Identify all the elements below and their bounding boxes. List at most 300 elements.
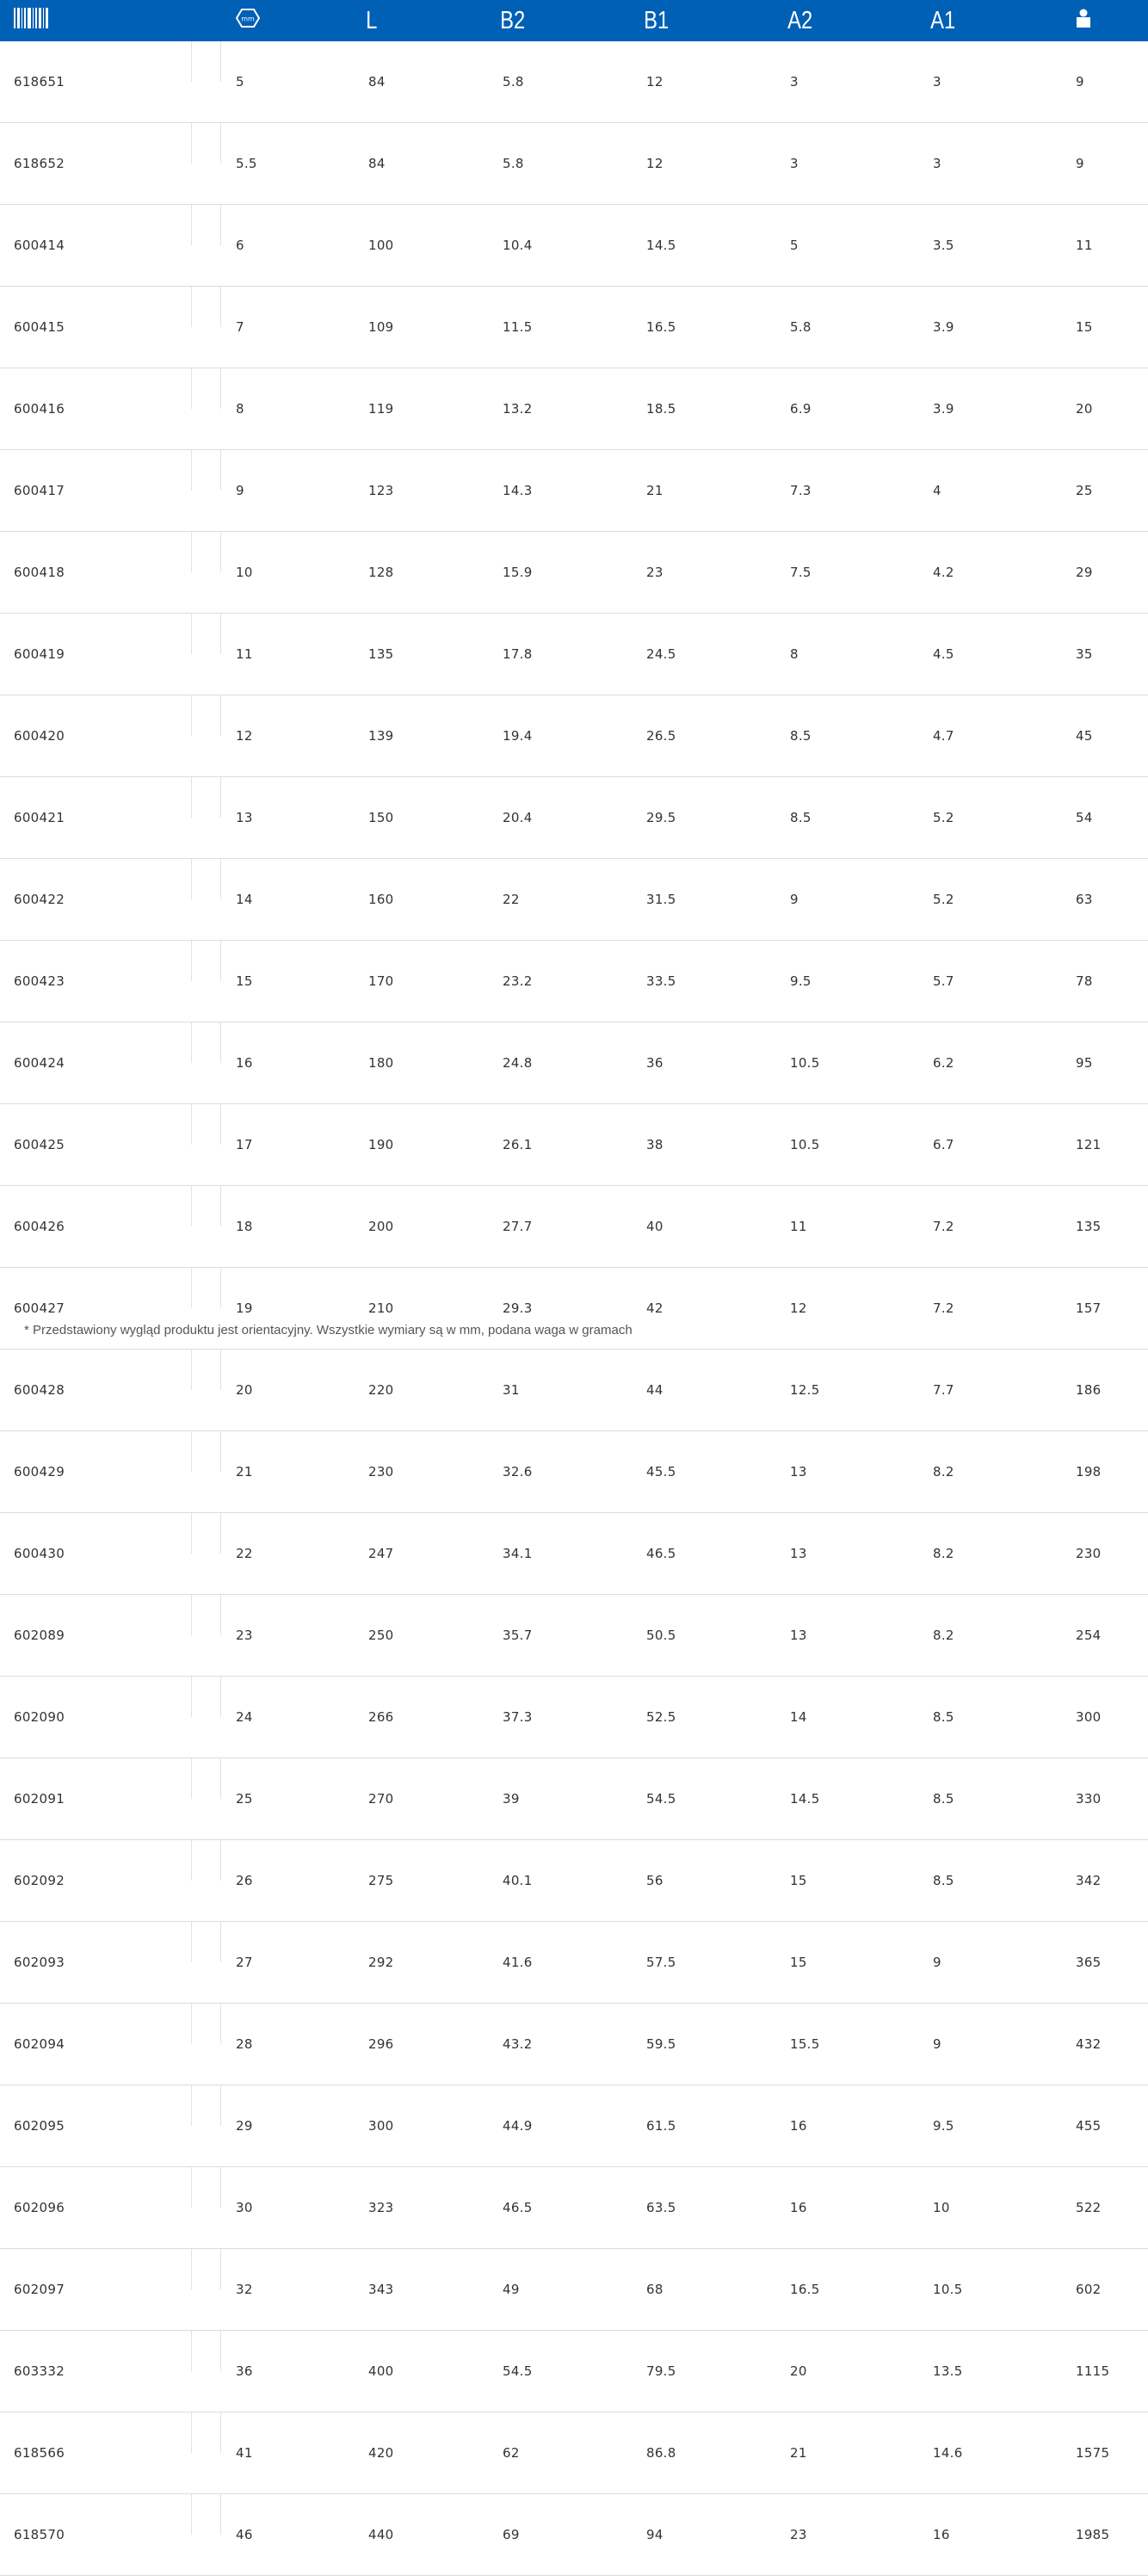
table-row — [0, 2331, 1148, 2412]
cell-code: 600415 — [0, 287, 191, 368]
divider — [220, 1595, 221, 1635]
cell-a1: 3.9 — [919, 287, 1062, 368]
table-row — [0, 1922, 1148, 2004]
column-separator — [191, 941, 222, 1022]
cell-b1: 63.5 — [633, 2167, 776, 2249]
table-header-row — [0, 0, 1148, 41]
cell-a2: 7.3 — [776, 450, 919, 532]
cell-code: 600426 — [0, 1186, 191, 1268]
cell-weight: 230 — [1062, 1513, 1148, 1595]
column-separator — [191, 287, 222, 368]
cell-size: 25 — [222, 1758, 355, 1840]
cell-a2: 8.5 — [776, 695, 919, 777]
cell-b2: 5.8 — [489, 123, 633, 205]
barcode-icon — [14, 7, 48, 34]
cell-weight: 121 — [1062, 1104, 1148, 1186]
cell-weight: 455 — [1062, 2085, 1148, 2167]
divider — [191, 1677, 192, 1717]
cell-a2: 23 — [776, 2494, 919, 2576]
divider — [191, 777, 192, 818]
cell-b1: 12 — [633, 123, 776, 205]
cell-l: 170 — [355, 941, 489, 1022]
cell-size: 14 — [222, 859, 355, 941]
cell-l: 150 — [355, 777, 489, 859]
cell-a1: 13.5 — [919, 2331, 1062, 2412]
cell-size: 20 — [222, 1350, 355, 1431]
cell-b1: 23 — [633, 532, 776, 614]
divider — [220, 1922, 221, 1962]
divider — [220, 695, 221, 736]
cell-b2: 62 — [489, 2412, 633, 2494]
column-separator — [191, 1350, 222, 1431]
cell-weight: 29 — [1062, 532, 1148, 614]
cell-code: 600416 — [0, 368, 191, 450]
cell-weight: 78 — [1062, 941, 1148, 1022]
cell-b2: 34.1 — [489, 1513, 633, 1595]
table-row — [0, 2167, 1148, 2249]
cell-b2: 41.6 — [489, 1922, 633, 2004]
cell-b2: 15.9 — [489, 532, 633, 614]
divider — [191, 2167, 192, 2208]
divider — [220, 1186, 221, 1226]
cell-size: 24 — [222, 1677, 355, 1758]
cell-weight: 11 — [1062, 205, 1148, 287]
cell-a2: 6.9 — [776, 368, 919, 450]
cell-a1: 6.7 — [919, 1104, 1062, 1186]
cell-b1: 54.5 — [633, 1758, 776, 1840]
cell-l: 296 — [355, 2004, 489, 2085]
cell-size: 30 — [222, 2167, 355, 2249]
column-separator — [191, 1840, 222, 1922]
divider — [220, 1104, 221, 1145]
divider — [220, 1022, 221, 1063]
cell-b2: 35.7 — [489, 1595, 633, 1677]
cell-code: 600429 — [0, 1431, 191, 1513]
cell-l: 275 — [355, 1840, 489, 1922]
cell-size: 11 — [222, 614, 355, 695]
table-row — [0, 695, 1148, 777]
cell-b1: 40 — [633, 1186, 776, 1268]
cell-code: 600419 — [0, 614, 191, 695]
divider — [191, 1431, 192, 1472]
cell-a2: 15.5 — [776, 2004, 919, 2085]
divider — [191, 1595, 192, 1635]
divider — [220, 1513, 221, 1554]
divider — [220, 123, 221, 164]
cell-code: 602094 — [0, 2004, 191, 2085]
column-separator — [191, 1186, 222, 1268]
cell-b2: 5.8 — [489, 41, 633, 123]
cell-code: 618570 — [0, 2494, 191, 2576]
cell-b1: 86.8 — [633, 2412, 776, 2494]
cell-b2: 32.6 — [489, 1431, 633, 1513]
cell-code: 600430 — [0, 1513, 191, 1595]
cell-l: 210 — [355, 1268, 489, 1350]
cell-b2: 19.4 — [489, 695, 633, 777]
cell-l: 109 — [355, 287, 489, 368]
cell-weight: 186 — [1062, 1350, 1148, 1431]
cell-l: 400 — [355, 2331, 489, 2412]
column-separator — [191, 2494, 222, 2576]
column-separator — [191, 2412, 222, 2494]
cell-size: 26 — [222, 1840, 355, 1922]
cell-code: 618652 — [0, 123, 191, 205]
cell-b2: 13.2 — [489, 368, 633, 450]
cell-l: 200 — [355, 1186, 489, 1268]
cell-a1: 8.2 — [919, 1595, 1062, 1677]
cell-b1: 29.5 — [633, 777, 776, 859]
cell-b1: 59.5 — [633, 2004, 776, 2085]
cell-b1: 57.5 — [633, 1922, 776, 2004]
table-row — [0, 205, 1148, 287]
divider — [191, 2331, 192, 2371]
cell-b1: 45.5 — [633, 1431, 776, 1513]
cell-size: 21 — [222, 1431, 355, 1513]
cell-b2: 26.1 — [489, 1104, 633, 1186]
cell-code: 600424 — [0, 1022, 191, 1104]
cell-a1: 5.2 — [919, 859, 1062, 941]
cell-size: 6 — [222, 205, 355, 287]
column-separator — [191, 368, 222, 450]
cell-l: 190 — [355, 1104, 489, 1186]
cell-l: 139 — [355, 695, 489, 777]
cell-a2: 3 — [776, 123, 919, 205]
divider — [191, 2249, 192, 2289]
cell-l: 247 — [355, 1513, 489, 1595]
divider — [191, 941, 192, 981]
divider — [220, 2412, 221, 2453]
table-row — [0, 941, 1148, 1022]
column-separator — [191, 695, 222, 777]
cell-b1: 33.5 — [633, 941, 776, 1022]
cell-weight: 254 — [1062, 1595, 1148, 1677]
cell-a2: 8.5 — [776, 777, 919, 859]
cell-l: 250 — [355, 1595, 489, 1677]
divider — [220, 205, 221, 245]
divider — [220, 2494, 221, 2535]
column-separator — [191, 2085, 222, 2167]
cell-a2: 8 — [776, 614, 919, 695]
cell-weight: 25 — [1062, 450, 1148, 532]
separator-header — [191, 0, 222, 41]
table-row — [0, 368, 1148, 450]
cell-size: 16 — [222, 1022, 355, 1104]
cell-a1: 14.6 — [919, 2412, 1062, 2494]
cell-l: 220 — [355, 1350, 489, 1431]
table-row — [0, 1104, 1148, 1186]
divider — [191, 368, 192, 409]
cell-l: 266 — [355, 1677, 489, 1758]
cell-size: 28 — [222, 2004, 355, 2085]
column-separator — [191, 2167, 222, 2249]
cell-b2: 43.2 — [489, 2004, 633, 2085]
column-separator — [191, 1595, 222, 1677]
cell-l: 100 — [355, 205, 489, 287]
cell-code: 602092 — [0, 1840, 191, 1922]
cell-a2: 10.5 — [776, 1104, 919, 1186]
table-row — [0, 2085, 1148, 2167]
cell-code: 602091 — [0, 1758, 191, 1840]
column-separator — [191, 1104, 222, 1186]
divider — [191, 450, 192, 491]
cell-size: 17 — [222, 1104, 355, 1186]
divider — [191, 205, 192, 245]
cell-l: 440 — [355, 2494, 489, 2576]
table-row — [0, 1022, 1148, 1104]
divider — [191, 1922, 192, 1962]
cell-a2: 15 — [776, 1840, 919, 1922]
column-separator — [191, 1513, 222, 1595]
divider — [220, 1758, 221, 1799]
cell-code: 618651 — [0, 41, 191, 123]
divider — [220, 287, 221, 327]
cell-b1: 61.5 — [633, 2085, 776, 2167]
cell-code: 618566 — [0, 2412, 191, 2494]
cell-a1: 5.7 — [919, 941, 1062, 1022]
cell-b2: 22 — [489, 859, 633, 941]
cell-b2: 44.9 — [489, 2085, 633, 2167]
cell-a1: 3 — [919, 123, 1062, 205]
divider — [220, 450, 221, 491]
cell-b2: 31 — [489, 1350, 633, 1431]
cell-b1: 56 — [633, 1840, 776, 1922]
cell-a1: 9 — [919, 2004, 1062, 2085]
cell-a2: 12.5 — [776, 1350, 919, 1431]
cell-b1: 14.5 — [633, 205, 776, 287]
cell-a1: 8.5 — [919, 1677, 1062, 1758]
cell-b1: 50.5 — [633, 1595, 776, 1677]
weight-icon — [1076, 7, 1091, 34]
cell-b2: 27.7 — [489, 1186, 633, 1268]
cell-b1: 52.5 — [633, 1677, 776, 1758]
cell-l: 343 — [355, 2249, 489, 2331]
cell-l: 180 — [355, 1022, 489, 1104]
cell-a1: 10 — [919, 2167, 1062, 2249]
divider — [191, 41, 192, 82]
cell-b1: 31.5 — [633, 859, 776, 941]
cell-code: 602095 — [0, 2085, 191, 2167]
cell-b2: 49 — [489, 2249, 633, 2331]
divider — [191, 1186, 192, 1226]
cell-b1: 44 — [633, 1350, 776, 1431]
column-separator — [191, 205, 222, 287]
divider — [220, 941, 221, 981]
table-row — [0, 2004, 1148, 2085]
cell-size: 19 — [222, 1268, 355, 1350]
cell-a1: 9 — [919, 1922, 1062, 2004]
table-row — [0, 614, 1148, 695]
divider — [191, 2085, 192, 2126]
column-separator — [191, 450, 222, 532]
cell-b2: 69 — [489, 2494, 633, 2576]
divider — [220, 41, 221, 82]
cell-size: 23 — [222, 1595, 355, 1677]
cell-l: 160 — [355, 859, 489, 941]
column-separator — [191, 777, 222, 859]
divider — [220, 2004, 221, 2044]
cell-a1: 8.2 — [919, 1513, 1062, 1595]
cell-a1: 16 — [919, 2494, 1062, 2576]
cell-a2: 9 — [776, 859, 919, 941]
cell-code: 602089 — [0, 1595, 191, 1677]
cell-l: 230 — [355, 1431, 489, 1513]
divider — [191, 2494, 192, 2535]
col-header-a2: A2 — [787, 6, 813, 34]
table-row — [0, 1677, 1148, 1758]
cell-b2: 11.5 — [489, 287, 633, 368]
cell-a1: 8.5 — [919, 1840, 1062, 1922]
cell-size: 5 — [222, 41, 355, 123]
cell-code: 600418 — [0, 532, 191, 614]
cell-l: 128 — [355, 532, 489, 614]
footnote: * Przedstawiony wygląd produktu jest orientacyjny. Wszystkie wymiary są w mm, podana waga w gramach — [24, 1323, 633, 1337]
cell-weight: 63 — [1062, 859, 1148, 941]
cell-l: 119 — [355, 368, 489, 450]
cell-b2: 14.3 — [489, 450, 633, 532]
cell-b1: 38 — [633, 1104, 776, 1186]
cell-code: 600422 — [0, 859, 191, 941]
cell-size: 18 — [222, 1186, 355, 1268]
cell-size: 46 — [222, 2494, 355, 2576]
table-row — [0, 2494, 1148, 2576]
table-row — [0, 532, 1148, 614]
size-icon-text: mm — [241, 15, 255, 22]
cell-code: 602090 — [0, 1677, 191, 1758]
cell-a2: 20 — [776, 2331, 919, 2412]
cell-b1: 94 — [633, 2494, 776, 2576]
table-row — [0, 777, 1148, 859]
cell-size: 9 — [222, 450, 355, 532]
column-separator — [191, 1758, 222, 1840]
weight-column-header — [1062, 0, 1148, 41]
divider — [220, 2085, 221, 2126]
table-row — [0, 1758, 1148, 1840]
table-row — [0, 1350, 1148, 1431]
cell-weight: 1985 — [1062, 2494, 1148, 2576]
cell-l: 270 — [355, 1758, 489, 1840]
table-row — [0, 2412, 1148, 2494]
cell-code: 600423 — [0, 941, 191, 1022]
divider — [191, 2412, 192, 2453]
cell-a1: 3.5 — [919, 205, 1062, 287]
cell-l: 84 — [355, 123, 489, 205]
divider — [220, 368, 221, 409]
table-row — [0, 1431, 1148, 1513]
column-separator — [191, 1922, 222, 2004]
cell-b1: 12 — [633, 41, 776, 123]
cell-a2: 13 — [776, 1513, 919, 1595]
cell-b2: 37.3 — [489, 1677, 633, 1758]
cell-size: 29 — [222, 2085, 355, 2167]
table-row — [0, 287, 1148, 368]
cell-l: 123 — [355, 450, 489, 532]
cell-weight: 157 — [1062, 1268, 1148, 1350]
cell-weight: 1575 — [1062, 2412, 1148, 2494]
cell-size: 32 — [222, 2249, 355, 2331]
divider — [191, 1268, 192, 1308]
divider — [220, 1677, 221, 1717]
table-row — [0, 450, 1148, 532]
column-separator — [191, 2331, 222, 2412]
cell-l: 420 — [355, 2412, 489, 2494]
divider — [191, 532, 192, 572]
cell-weight: 9 — [1062, 41, 1148, 123]
cell-size: 7 — [222, 287, 355, 368]
cell-weight: 365 — [1062, 1922, 1148, 2004]
divider — [220, 1350, 221, 1390]
cell-size: 13 — [222, 777, 355, 859]
cell-a1: 10.5 — [919, 2249, 1062, 2331]
column-separator — [191, 1022, 222, 1104]
table-row — [0, 123, 1148, 205]
cell-b2: 20.4 — [489, 777, 633, 859]
cell-size: 12 — [222, 695, 355, 777]
cell-a2: 11 — [776, 1186, 919, 1268]
cell-a1: 4 — [919, 450, 1062, 532]
cell-a1: 4.7 — [919, 695, 1062, 777]
cell-code: 600421 — [0, 777, 191, 859]
cell-l: 84 — [355, 41, 489, 123]
cell-size: 36 — [222, 2331, 355, 2412]
cell-b2: 46.5 — [489, 2167, 633, 2249]
column-separator — [191, 859, 222, 941]
cell-a1: 6.2 — [919, 1022, 1062, 1104]
cell-b2: 10.4 — [489, 205, 633, 287]
cell-weight: 95 — [1062, 1022, 1148, 1104]
cell-a2: 16.5 — [776, 2249, 919, 2331]
cell-b1: 46.5 — [633, 1513, 776, 1595]
cell-b1: 42 — [633, 1268, 776, 1350]
table-row — [0, 859, 1148, 941]
column-separator — [191, 1677, 222, 1758]
cell-weight: 1115 — [1062, 2331, 1148, 2412]
cell-l: 323 — [355, 2167, 489, 2249]
cell-code: 602093 — [0, 1922, 191, 2004]
cell-a1: 8.5 — [919, 1758, 1062, 1840]
cell-a1: 5.2 — [919, 777, 1062, 859]
divider — [220, 614, 221, 654]
cell-l: 135 — [355, 614, 489, 695]
col-header-l: L — [366, 6, 378, 34]
cell-size: 8 — [222, 368, 355, 450]
cell-b1: 24.5 — [633, 614, 776, 695]
column-separator — [191, 2004, 222, 2085]
table-row — [0, 1186, 1148, 1268]
cell-b2: 24.8 — [489, 1022, 633, 1104]
cell-a1: 3 — [919, 41, 1062, 123]
cell-size: 5.5 — [222, 123, 355, 205]
column-separator — [191, 614, 222, 695]
cell-b1: 21 — [633, 450, 776, 532]
divider — [220, 1431, 221, 1472]
cell-code: 600420 — [0, 695, 191, 777]
cell-a2: 21 — [776, 2412, 919, 2494]
column-separator — [191, 2249, 222, 2331]
cell-a2: 10.5 — [776, 1022, 919, 1104]
cell-b1: 26.5 — [633, 695, 776, 777]
cell-b2: 39 — [489, 1758, 633, 1840]
divider — [191, 1022, 192, 1063]
divider — [191, 614, 192, 654]
cell-b2: 54.5 — [489, 2331, 633, 2412]
cell-a1: 7.2 — [919, 1186, 1062, 1268]
cell-a2: 13 — [776, 1431, 919, 1513]
table-row — [0, 1513, 1148, 1595]
cell-b2: 23.2 — [489, 941, 633, 1022]
cell-code: 602096 — [0, 2167, 191, 2249]
cell-a2: 14.5 — [776, 1758, 919, 1840]
divider — [191, 1758, 192, 1799]
